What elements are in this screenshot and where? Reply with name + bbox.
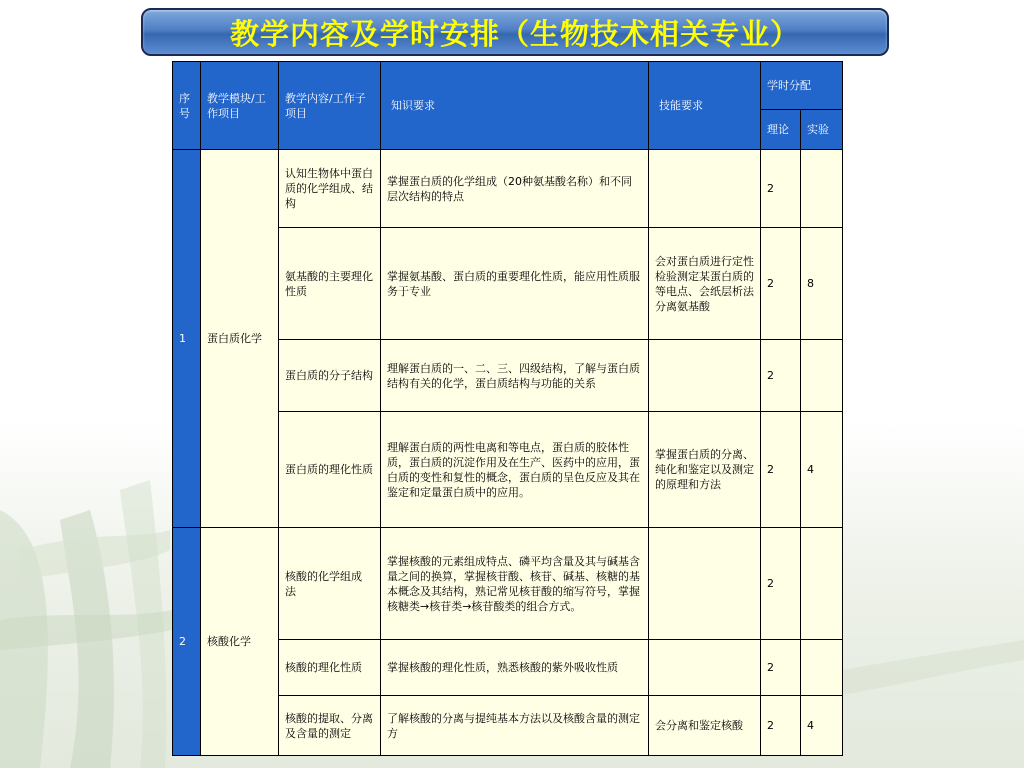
content-cell: 蛋白质的分子结构 bbox=[279, 340, 381, 412]
content-cell: 蛋白质的理化性质 bbox=[279, 412, 381, 528]
content-cell: 氨基酸的主要理化性质 bbox=[279, 228, 381, 340]
lab-hours-cell: 4 bbox=[801, 696, 843, 756]
skill-cell bbox=[649, 640, 761, 696]
knowledge-cell: 了解核酸的分离与提纯基本方法以及核酸含量的测定方 bbox=[381, 696, 649, 756]
table-row bbox=[173, 528, 843, 640]
skill-cell: 会分离和鉴定核酸 bbox=[649, 696, 761, 756]
header-knowledge: 知识要求 bbox=[381, 62, 649, 150]
lab-hours-cell bbox=[801, 528, 843, 640]
header-content: 教学内容/工作子项目 bbox=[279, 62, 381, 150]
skill-cell bbox=[649, 340, 761, 412]
theory-hours-cell: 2 bbox=[761, 412, 801, 528]
content-cell: 核酸的化学组成 法 bbox=[279, 528, 381, 640]
module-name: 核酸化学 bbox=[201, 528, 279, 756]
skill-cell bbox=[649, 150, 761, 228]
header-module: 教学模块/工作项目 bbox=[201, 62, 279, 150]
lab-hours-cell bbox=[801, 640, 843, 696]
knowledge-cell: 掌握蛋白质的化学组成（20种氨基酸名称）和不同层次结构的特点 bbox=[381, 150, 649, 228]
theory-hours-cell: 2 bbox=[761, 640, 801, 696]
content-cell: 核酸的理化性质 bbox=[279, 640, 381, 696]
theory-hours-cell: 2 bbox=[761, 528, 801, 640]
header-hours: 学时分配 bbox=[761, 62, 843, 110]
module-name: 蛋白质化学 bbox=[201, 150, 279, 528]
schedule-table bbox=[172, 61, 843, 756]
content-cell: 认知生物体中蛋白质的化学组成、结构 bbox=[279, 150, 381, 228]
skill-cell: 会对蛋白质进行定性检验测定某蛋白质的等电点、会纸层析法分离氨基酸 bbox=[649, 228, 761, 340]
knowledge-cell: 掌握核酸的元素组成特点、磷平均含量及其与碱基含量之间的换算，掌握核苷酸、核苷、碱基、核糖的基本概念及其结构，熟记常见核苷酸的缩写符号，掌握核糖类→核苷类→核苷酸类的组合方式。 bbox=[381, 528, 649, 640]
header-skill: 技能要求 bbox=[649, 62, 761, 150]
skill-cell: 掌握蛋白质的分离、纯化和鉴定以及测定的原理和方法 bbox=[649, 412, 761, 528]
header-index: 序号 bbox=[173, 62, 201, 150]
title-bar bbox=[141, 8, 889, 56]
module-index: 1 bbox=[173, 150, 201, 528]
theory-hours-cell: 2 bbox=[761, 150, 801, 228]
table-row bbox=[173, 150, 843, 228]
skill-cell bbox=[649, 528, 761, 640]
knowledge-cell: 理解蛋白质的两性电离和等电点，蛋白质的胶体性质，蛋白质的沉淀作用及在生产、医药中的应用，蛋白质的变性和复性的概念，蛋白质的呈色反应及其在鉴定和定量蛋白质中的应用。 bbox=[381, 412, 649, 528]
theory-hours-cell: 2 bbox=[761, 228, 801, 340]
knowledge-cell: 理解蛋白质的一、二、三、四级结构，了解与蛋白质结构有关的化学，蛋白质结构与功能的关系 bbox=[381, 340, 649, 412]
lab-hours-cell: 4 bbox=[801, 412, 843, 528]
header-lab: 实验 bbox=[801, 110, 843, 150]
lab-hours-cell: 8 bbox=[801, 228, 843, 340]
theory-hours-cell: 2 bbox=[761, 696, 801, 756]
knowledge-cell: 掌握氨基酸、蛋白质的重要理化性质，能应用性质服务于专业 bbox=[381, 228, 649, 340]
page-title: 教学内容及学时安排（生物技术相关专业） bbox=[229, 16, 800, 51]
theory-hours-cell: 2 bbox=[761, 340, 801, 412]
module-index: 2 bbox=[173, 528, 201, 756]
content-cell: 核酸的提取、分离及含量的测定 bbox=[279, 696, 381, 756]
header-theory: 理论 bbox=[761, 110, 801, 150]
lab-hours-cell bbox=[801, 150, 843, 228]
lab-hours-cell bbox=[801, 340, 843, 412]
knowledge-cell: 掌握核酸的理化性质，熟悉核酸的紫外吸收性质 bbox=[381, 640, 649, 696]
